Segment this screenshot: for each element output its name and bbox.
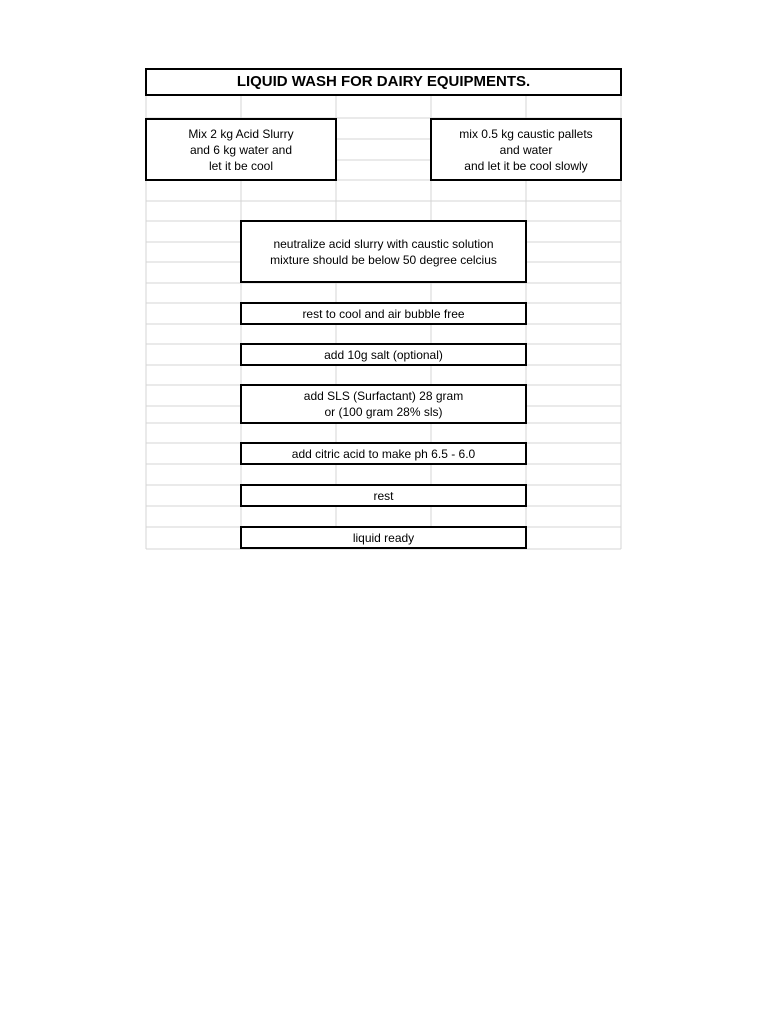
- document-title: LIQUID WASH FOR DAIRY EQUIPMENTS.: [145, 68, 622, 96]
- step-add-sls: add SLS (Surfactant) 28 gram or (100 gram 28% sls): [240, 384, 527, 424]
- step-add-salt: add 10g salt (optional): [240, 343, 527, 366]
- step-neutralize: neutralize acid slurry with caustic solution mixture should be below 50 degree celcius: [240, 220, 527, 283]
- step-rest-cool: rest to cool and air bubble free: [240, 302, 527, 325]
- step-acid-mix: Mix 2 kg Acid Slurry and 6 kg water and let it be cool: [145, 118, 337, 181]
- step-add-citric: add citric acid to make ph 6.5 - 6.0: [240, 442, 527, 465]
- step-liquid-ready: liquid ready: [240, 526, 527, 549]
- step-rest: rest: [240, 484, 527, 507]
- step-caustic-mix: mix 0.5 kg caustic pallets and water and let it be cool slowly: [430, 118, 622, 181]
